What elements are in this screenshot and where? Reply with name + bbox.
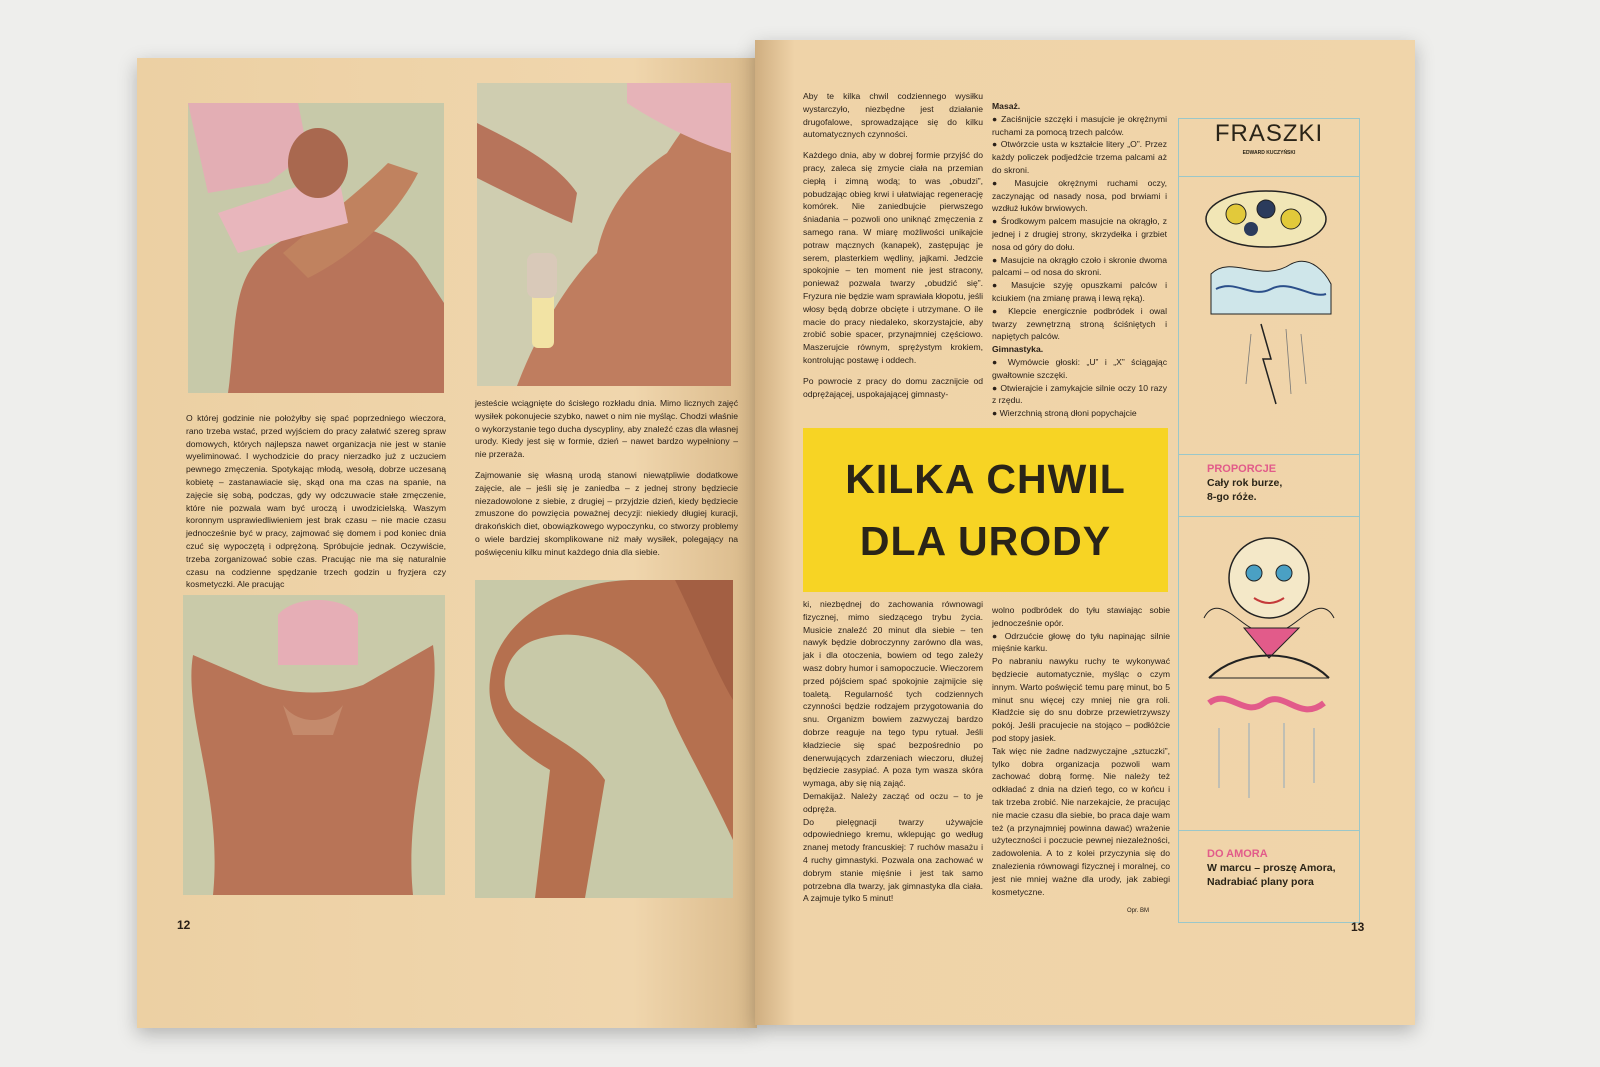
section-heading: Gimnastyka. xyxy=(992,344,1044,355)
bullet-item: ● Masujcie na okrągło czoło i skronie dwoma palcami – od nosa do skroni. xyxy=(992,254,1167,278)
photo-spray-bottle xyxy=(477,83,731,386)
rule-top xyxy=(1179,118,1359,119)
author-signature: Opr. BM xyxy=(1127,908,1150,914)
paragraph: Do pielęgnacji twarzy używajcie odpowiedniego kremu, wklepując go według znanej metody francuskiej: 7 ruchów masażu i 4 ruchy gimnastyki. Pozwala ona zachować w dobrym stanie mięśnie i jest tak samo potrzebna dla twarzy, jak gimnastyka dla ciała. A zajmuje tylko 5 minut! xyxy=(803,816,983,904)
sidebar-author: EDWARD KUCZYŃSKI xyxy=(1242,150,1296,156)
paragraph: jesteście wciągnięte do ścisłego rozkładu dnia. Mimo licznych zajęć wysiłek pokonujecie szybko, nawet o nim nie myśląc. Chodzi właśnie o wykorzystanie tego ducha dyscypliny, aby znaleźć czas dla własnej urody. Kiedy jest się w formie, dzień – nawet bardzo wypełniony – nie przeraża. xyxy=(475,398,738,460)
poem2-line2: Nadrabiać plany pora xyxy=(1207,876,1314,888)
photo-towel-shoulder xyxy=(188,103,444,393)
rule-bottom xyxy=(1179,922,1359,923)
rule xyxy=(1179,516,1359,517)
section-heading: Masaż. xyxy=(992,101,1021,111)
bullet-item: ● Wymówcie głoski: „U” i „X” ściągając gwałtownie szczęki. xyxy=(992,356,1167,380)
photo-back-towel xyxy=(183,595,445,895)
bullet-item: ● Zaciśnijcie szczęki i masujcie je okrężnymi ruchami za pomocą trzech palców. xyxy=(992,113,1167,137)
headline-line-2: DLA URODY xyxy=(859,518,1112,564)
poem1-line2: 8-go róże. xyxy=(1207,491,1257,503)
rule xyxy=(1179,454,1359,455)
bullet-item: ● Klepcie energicznie podbródek i owal twarzy zewnętrzną stroną ściśniętych i napiętych palców. xyxy=(992,305,1167,342)
storm-clouds-illustration xyxy=(1191,184,1341,434)
bullet-item: ● Odrzućcie głowę do tyłu napinając silnie mięśnie karku. xyxy=(992,630,1170,654)
right-text-column-2 xyxy=(992,100,1167,419)
fraszki-sidebar xyxy=(1178,118,1360,923)
bullet-item: ● Masujcie szyję opuszkami palców i kciukiem (na zmianę prawą i lewą ręką). xyxy=(992,280,1167,303)
left-text-column-2 xyxy=(475,397,738,587)
paragraph: Po nabraniu nawyku ruchy te wykonywać będziecie automatycznie, myśląc o czym innym. Warto poświęcić temu parę minut, bo 5 minut snu więcej czy mniej nie gra roli. Kładźcie się do snu dobrze przewietrzywszy pokój. Jeśli pracujecie na stojąco – podłóżcie pod stopy jasiek. xyxy=(992,656,1170,743)
poem1-title: PROPORCJE xyxy=(1207,463,1277,475)
right-text-column-1 xyxy=(803,90,983,399)
paragraph: Demakijaż. Należy zacząć od oczu – to je odpręża. xyxy=(803,790,983,814)
bullet-item: ● Masujcie okrężnymi ruchami oczy, zaczynając od nasady nosa, pod brwiami i wzdłuż łuków brwiowych. xyxy=(992,177,1167,214)
paragraph: wolno podbródek do tyłu stawiając sobie jednocześnie opór. xyxy=(992,605,1170,628)
poem2-title: DO AMORA xyxy=(1207,848,1268,860)
paragraph: O której godzinie nie położyłby się spać poprzedniego wieczora, rano trzeba wstać, przed wyjściem do pracy załatwić szereg spraw domowych, których najlepsza nawet organizacja nie jest w stanie wyeliminować. I wychodzicie do pracy nierzadko już z uczuciem pewnego zmęczenia. Spotykając młodą, wesołą, dobrze uczesaną kobietę – zastanawiacie się, skąd ona ma czas na spanie, na zajęcie się sobą, podczas, gdy wy odczuwacie stałe zmęczenie, które nie pozwala wam być uroczą i uwodzicielską. Waszym koronnym usprawiedliwieniem jest brak czasu – nie macie czasu jednocześnie być w pracy, zajmować się domem i pod koniec dnia czuć się wypoczętą i odprężoną. Spróbujcie jednak. Oczywiście, trzeba zorganizować sobie czas. Pracując nie ma się naturalnie czasu na codzienne spędzanie trzech godzin u fryzjera czy kosmetyczki. Ale pracując xyxy=(186,413,446,590)
page-number-left: 12 xyxy=(177,918,191,932)
right-text-column-3 xyxy=(803,598,983,908)
paragraph: Po powrocie z pracy do domu zacznijcie od odprężającej, uspokajającej gimnasty- xyxy=(803,375,983,399)
photo-leg xyxy=(475,580,733,898)
poem1-line1: Cały rok burze, xyxy=(1207,477,1283,489)
headline-banner xyxy=(803,428,1168,592)
paragraph: Zajmowanie się własną urodą stanowi niewątpliwie dodatkowe zajęcie, ale – jeśli się je zaniedba – z jednej strony będziecie niezadowolone z siebie, z drugiej – przyjdzie dzień, kiedy będziecie zmuszone do powzięcia poważnej decyzji: niekiedy długiej kuracji, drakońskich diet, obowiązkowego wypoczynku, co stworzy problemy o wiele bardziej skomplikowane niż mały wysiłek, polegający na poświęceniu kilku minut każdego dnia dla siebie. xyxy=(475,469,738,557)
rule xyxy=(1179,830,1359,831)
cupid-illustration xyxy=(1189,528,1344,808)
rule xyxy=(1179,176,1359,177)
headline-line-1: KILKA CHWIL xyxy=(845,456,1126,502)
paragraph: Każdego dnia, aby w dobrej formie przyjść do pracy, zaleca się zmycie ciała na przemian ciepłą i zimną wodą; to was „obudzi”, pobudzając obieg krwi i ułatwiając regenerację komórek. Nie zaniedbujcie pierwszego śniadania – pozwoli ono uniknąć zmęczenia z samego rana. W miarę możliwości unikajcie potraw mącznych (kanapek), zastępując je serem, plasterkiem wędliny, jajkami. Jedzcie spokojnie – ten moment nie jest stracony, ponieważ pozwala twarzy „obudzić się”. Fryzura nie będzie wam sprawiała kłopotu, jeśli włosy będą dobrze obcięte i utrzymane. O ile macie do pracy niedaleko, skorzystajcie, aby zrobić sobie spacer, przynajmniej częściowo. Maszerujcie równym, sprężystym krokiem, kontrolując postawę i oddech. xyxy=(803,150,983,365)
poem2-line1: W marcu – proszę Amora, xyxy=(1207,862,1336,874)
bullet-item: ● Otwierajcie i zamykajcie silnie oczy 10 razy z rzędu. xyxy=(992,382,1167,406)
bullet-item: ● Otwórzcie usta w kształcie litery „O”. Przez każdy policzek podjedźcie trzema palcami aż do skroni. xyxy=(992,139,1167,175)
bullet-item: ● Wierzchnią stroną dłoni popychajcie xyxy=(992,408,1137,419)
page-number-right: 13 xyxy=(1351,920,1365,934)
paragraph: ki, niezbędnej do zachowania równowagi fizycznej, mimo siedzącego trybu życia. Musicie znaleźć 20 minut dla siebie – ten nawyk będzie dobroczynny zarówno dla was, jak i dla otoczenia, bowiem od tego zależy wasz dobry humor i samopoczucie. Wieczorem przed pójściem spać spokojnie zajmijcie się toaletą. Regularność tych codziennych czynności będzie rodzajem przygotowania do snu. Organizm bowiem zazwyczaj bardzo dobrze reaguje na tego typu rytuał. Jeśli kładziecie się spać bezpośrednio po denerwujących zdarzeniach wieczoru, dłużej będziecie zasypiać. A poza tym wasza skóra wymaga, aby się nią zająć. xyxy=(803,599,983,789)
paragraph: Aby te kilka chwil codziennego wysiłku wystarczyło, niezbędne jest działanie drugofalowe, sprowadzające się do kilku automatycznych czynności. xyxy=(803,91,983,140)
right-text-column-4 xyxy=(992,604,1170,904)
sidebar-title: FRASZKI xyxy=(1214,120,1324,147)
bullet-item: ● Środkowym palcem masujcie na okrągło, z jednej i z drugiej strony, skrzydełka i grzbiet nosa od góry do dołu. xyxy=(992,216,1167,252)
paragraph: Tak więc nie żadne nadzwyczajne „sztuczki”, tylko dobra organizacja pozwoli wam zachować dobrą formę. Nie należy też odkładać z dnia na dzień tego, co w końcu i tak trzeba zrobić. Nie narzekajcie, że pracując nie macie czasu dla siebie, bo praca daje wam też (a przynajmniej powinna dawać) wrażenie użyteczności i poczucie pewnej niezależności, zadowolenia. A to z kolei przyczynia się do znalezienia równowagi fizycznej i moralnej, co jest nie mniej ważne dla urody, jak zabiegi kosmetyczne. xyxy=(992,745,1170,897)
left-text-column-1 xyxy=(186,412,446,590)
